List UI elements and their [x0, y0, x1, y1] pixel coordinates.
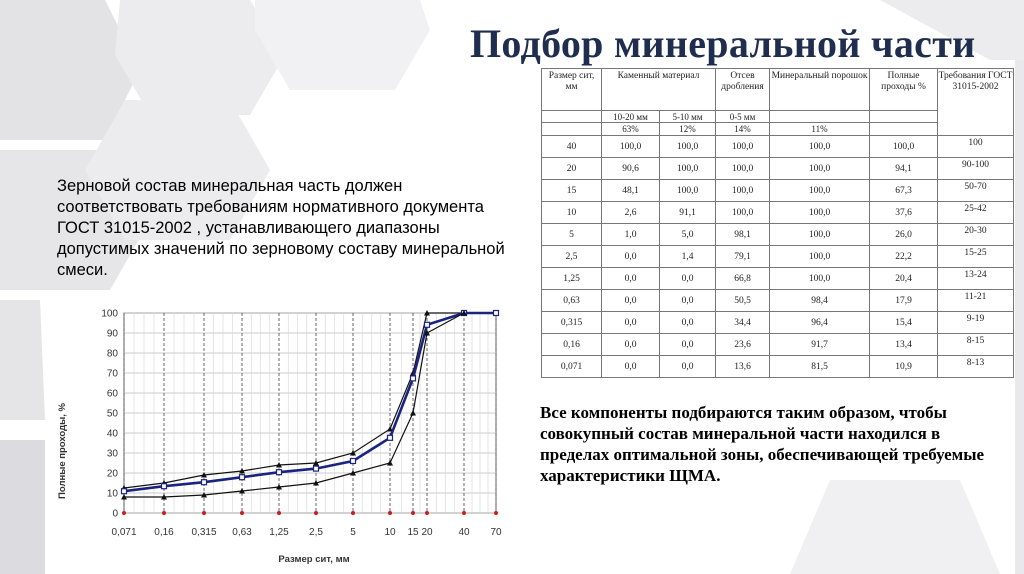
cell-powder: 100,0	[770, 180, 870, 202]
cell-total: 22,2	[870, 246, 938, 268]
cell-stone-a: 0,0	[602, 334, 660, 356]
cell-stone-b: 0,0	[660, 334, 716, 356]
cell-powder: 100,0	[770, 136, 870, 158]
sieve-marker	[411, 511, 415, 515]
cell-total: 15,4	[870, 312, 938, 334]
sieve-marker	[202, 511, 206, 515]
series-point	[122, 489, 127, 494]
x-tick-label: 5	[350, 527, 356, 538]
cell-screening: 34,4	[716, 312, 770, 334]
blank-cell	[770, 111, 870, 123]
cell-stone-b: 100,0	[660, 136, 716, 158]
slide-title: Подбор минеральной части	[470, 21, 976, 66]
cell-requirement: 15-25	[938, 246, 1014, 268]
y-tick-label: 30	[106, 448, 118, 460]
sieve-marker	[462, 511, 466, 515]
x-tick-label: 20	[421, 527, 433, 538]
cell-total: 67,3	[870, 180, 938, 202]
cell-stone-a: 90,6	[602, 158, 660, 180]
cell-stone-b: 0,0	[660, 290, 716, 312]
table-row	[542, 202, 1014, 224]
cell-screening: 13,6	[716, 356, 770, 378]
cell-total: 26,0	[870, 224, 938, 246]
cell-powder: 100,0	[770, 246, 870, 268]
cell-total: 94,1	[870, 158, 938, 180]
y-tick-label: 80	[106, 348, 118, 360]
cell-requirement: 9-19	[938, 312, 1014, 334]
series-point	[202, 480, 207, 485]
cell-requirement: 8-13	[938, 356, 1014, 378]
grading-chart	[49, 304, 524, 574]
cell-size: 0,071	[542, 356, 602, 378]
cell-size: 2,5	[542, 246, 602, 268]
bg-hexagon	[0, 440, 45, 574]
cell-requirement: 90-100	[938, 158, 1014, 180]
series-point	[387, 460, 393, 466]
x-tick-label: 2,5	[309, 527, 323, 538]
cell-screening: 100,0	[716, 136, 770, 158]
series-point	[411, 376, 416, 381]
y-tick-label: 0	[112, 508, 118, 520]
x-tick-label: 40	[458, 527, 470, 538]
cell-size: 10	[542, 202, 602, 224]
cell-total: 10,9	[870, 356, 938, 378]
share-stone-a: 63%	[602, 123, 660, 136]
x-tick-label: 0,071	[111, 527, 137, 538]
blank-cell	[870, 123, 938, 136]
cell-powder: 100,0	[770, 268, 870, 290]
table-row	[542, 158, 1014, 180]
cell-powder: 100,0	[770, 158, 870, 180]
x-tick-label: 0,63	[232, 527, 252, 538]
table-row	[542, 180, 1014, 202]
sieve-marker	[277, 511, 281, 515]
y-tick-label: 50	[106, 408, 118, 420]
y-tick-label: 100	[101, 308, 118, 320]
cell-stone-a: 1,0	[602, 224, 660, 246]
cell-total: 20,4	[870, 268, 938, 290]
cell-size: 1,25	[542, 268, 602, 290]
table-row	[542, 224, 1014, 246]
series-point	[494, 311, 499, 316]
cell-stone-b: 0,0	[660, 312, 716, 334]
table-body	[542, 136, 1014, 378]
cell-size: 15	[542, 180, 602, 202]
header-stone-material: Каменный материал	[602, 69, 716, 111]
cell-requirement: 20-30	[938, 224, 1014, 246]
table-row	[542, 312, 1014, 334]
x-tick-label: 10	[384, 527, 396, 538]
sieve-marker	[314, 511, 318, 515]
cell-requirement: 13-24	[938, 268, 1014, 290]
blank-cell	[542, 123, 602, 136]
series-layer	[121, 310, 499, 500]
table-row	[542, 246, 1014, 268]
cell-powder: 98,4	[770, 290, 870, 312]
bg-hexagon	[790, 480, 1000, 574]
cell-screening: 98,1	[716, 224, 770, 246]
cell-requirement: 25-42	[938, 202, 1014, 224]
cell-powder: 91,7	[770, 334, 870, 356]
header-screening: Отсев дробления	[716, 69, 770, 111]
y-tick-label: 70	[106, 368, 118, 380]
x-tick-label: 70	[490, 527, 502, 538]
y-tick-label: 40	[106, 428, 118, 440]
cell-size: 40	[542, 136, 602, 158]
grading-chart-svg	[49, 304, 524, 574]
table-row	[542, 290, 1014, 312]
bg-hexagon	[1015, 60, 1024, 574]
share-screening: 14%	[716, 123, 770, 136]
cell-powder: 96,4	[770, 312, 870, 334]
x-axis-label: Размер сит, мм	[278, 554, 350, 565]
series-point	[277, 470, 282, 475]
cell-size: 0,63	[542, 290, 602, 312]
sieve-marker	[162, 511, 166, 515]
table-row	[542, 356, 1014, 378]
sieve-marker	[494, 511, 498, 515]
label-layer	[101, 309, 502, 539]
series-line	[124, 313, 496, 491]
cell-stone-b: 0,0	[660, 268, 716, 290]
cell-powder: 100,0	[770, 224, 870, 246]
cell-size: 20	[542, 158, 602, 180]
cell-stone-b: 5,0	[660, 224, 716, 246]
cell-size: 5	[542, 224, 602, 246]
cell-stone-b: 0,0	[660, 356, 716, 378]
cell-stone-b: 91,1	[660, 202, 716, 224]
header-mineral-powder: Минеральный порошок	[770, 69, 870, 111]
x-tick-label: 15	[407, 527, 419, 538]
cell-stone-b: 100,0	[660, 180, 716, 202]
cell-screening: 100,0	[716, 180, 770, 202]
header-total-passing: Полные проходы %	[870, 69, 938, 111]
series-point	[240, 475, 245, 480]
cell-stone-a: 0,0	[602, 268, 660, 290]
cell-screening: 50,5	[716, 290, 770, 312]
share-stone-b: 12%	[660, 123, 716, 136]
cell-stone-a: 0,0	[602, 312, 660, 334]
x-tick-label: 0,315	[191, 527, 217, 538]
sieve-marker	[351, 511, 355, 515]
intro-paragraph: Зерновой состав минеральная часть должен соответствовать требованиям нормативного документа ГОСТ 31015-2002 , устанавливающего диапазоны допустимых значений по зерновому составу минеральной смеси.	[57, 177, 505, 279]
series-point	[162, 484, 167, 489]
cell-stone-a: 100,0	[602, 136, 660, 158]
sieve-marker	[388, 511, 392, 515]
series-point	[388, 435, 393, 440]
cell-screening: 100,0	[716, 158, 770, 180]
cell-requirement: 100	[938, 136, 1014, 158]
cell-stone-a: 0,0	[602, 356, 660, 378]
table-row	[542, 136, 1014, 158]
subheader-screening: 0-5 мм	[716, 111, 770, 123]
cell-requirement: 8-15	[938, 334, 1014, 356]
conclusion-paragraph: Все компоненты подбираются таким образом, чтобы совокупный состав минеральной части находился в пределах оптимальной зоны, обеспечивающей требуемые характеристики ЩМА.	[540, 403, 985, 485]
blank-cell	[870, 111, 938, 123]
cell-total: 37,6	[870, 202, 938, 224]
cell-screening: 79,1	[716, 246, 770, 268]
cell-stone-a: 0,0	[602, 290, 660, 312]
bg-hexagon	[0, 300, 45, 420]
cell-requirement: 50-70	[938, 180, 1014, 202]
cell-screening: 100,0	[716, 202, 770, 224]
cell-total: 17,9	[870, 290, 938, 312]
x-tick-label: 1,25	[269, 527, 289, 538]
cell-powder: 100,0	[770, 202, 870, 224]
cell-stone-b: 100,0	[660, 158, 716, 180]
cell-size: 0,16	[542, 334, 602, 356]
cell-stone-a: 2,6	[602, 202, 660, 224]
share-powder: 11%	[770, 123, 870, 136]
table-row	[542, 268, 1014, 290]
subheader-stone-a: 10-20 мм	[602, 111, 660, 123]
y-tick-label: 60	[106, 388, 118, 400]
sieve-marker	[122, 511, 126, 515]
series-point	[314, 466, 319, 471]
header-requirements: Требования ГОСТ 31015-2002	[938, 69, 1014, 136]
cell-total: 13,4	[870, 334, 938, 356]
header-sieve-size: Размер сит, мм	[542, 69, 602, 111]
sieve-marker	[240, 511, 244, 515]
bg-hexagon	[255, 0, 430, 90]
cell-total: 100,0	[870, 136, 938, 158]
sieve-marker	[425, 511, 429, 515]
cell-powder: 81,5	[770, 356, 870, 378]
cell-stone-a: 0,0	[602, 246, 660, 268]
cell-screening: 23,6	[716, 334, 770, 356]
y-axis-label: Полные проходы, %	[57, 403, 68, 499]
cell-screening: 66,8	[716, 268, 770, 290]
cell-requirement: 11-21	[938, 290, 1014, 312]
y-tick-label: 90	[106, 328, 118, 340]
cell-size: 0,315	[542, 312, 602, 334]
table-row	[542, 334, 1014, 356]
x-tick-label: 0,16	[154, 527, 174, 538]
y-tick-label: 10	[106, 488, 118, 500]
cell-stone-b: 1,4	[660, 246, 716, 268]
gradation-table	[541, 68, 1013, 372]
series-point	[351, 459, 356, 464]
blank-cell	[542, 111, 602, 123]
y-tick-label: 20	[106, 468, 118, 480]
cell-stone-a: 48,1	[602, 180, 660, 202]
subheader-stone-b: 5-10 мм	[660, 111, 716, 123]
series-point	[425, 322, 430, 327]
